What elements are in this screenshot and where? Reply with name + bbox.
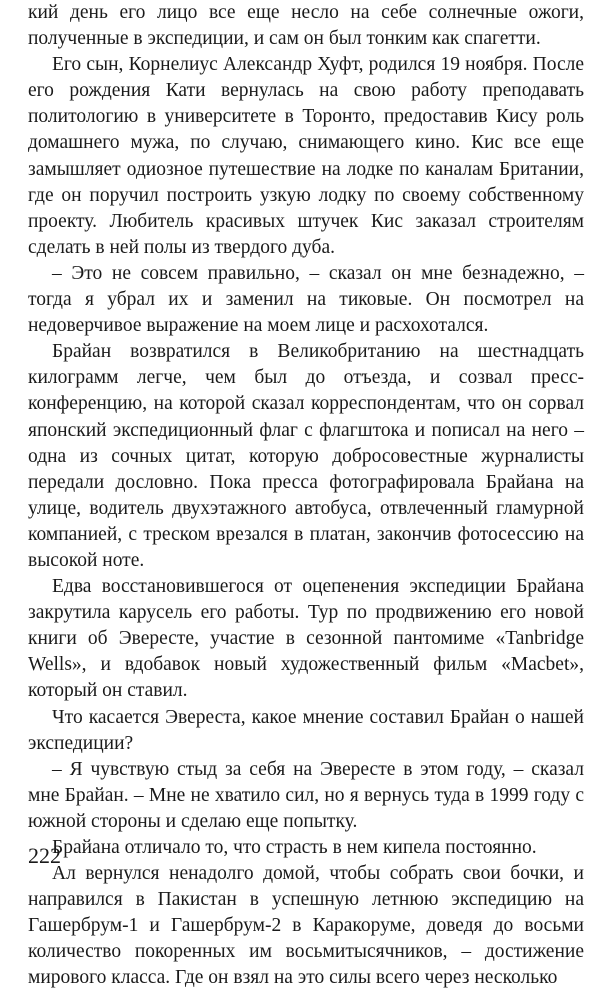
paragraph: Брайана отличало то, что страсть в нем кипела постоянно.	[52, 837, 537, 858]
paragraph: – Я чувствую стыд за себя на Эвересте в этом году, – сказал мне Брайан. – Мне не хватило сил, но я вернусь туда в 1999 году с южной стороны и сделаю еще попытку.	[28, 758, 584, 832]
paragraph: – Это не совсем правильно, – сказал он мне безнадежно, – тогда я убрал их и заменил на тиковые. Он посмотрел на недоверчивое выражение на моем лице и расхохотался.	[28, 262, 584, 337]
paragraph: Его сын, Корнелиус Александр Хуфт, родился 19 ноября. После его рождения Кати вернулась на свою работу преподавать политологию в университете в Торонто, предоставив Кису роль домашнего мужа, по случаю, снимающего кино. Кис все еще замышляет одиозное путешествие на лодке по каналам Британии, где он поручил построить узкую лодку по своему собственному проекту. Любитель красивых штучек Кис заказал строителям сделать в ней полы из твердого дуба.	[28, 54, 584, 258]
page-number: 222	[28, 843, 61, 868]
paragraph: Что касается Эвереста, какое мнение составил Брайан о нашей экспедиции?	[28, 706, 584, 754]
paragraph: Ал вернулся ненадолго домой, чтобы собрать свои бочки, и направился в Пакистан в успешную летнюю экспедицию на Гашербрум-1 и Гашербрум-2 в Каракоруме, доведя до восьми количество покоренных им восьмитысячников, – достижение мирового класса. Где он взял на это силы всего через несколько	[28, 863, 584, 989]
paragraph: Брайан возвратился в Великобританию на шестнадцать килограмм легче, чем был до отъезда, и созвал пресс-конференцию, на которой сказал корреспондентам, что он сорвал японский экспедиционный флаг с флагштока и пописал на него – одна из сочных цитат, которую добросовестные журналисты передали дословно. Пока пресса фотографировала Брайана на улице, водитель двухэтажного автобуса, отвлеченный гламурной компанией, с треском врезался в платан, закончив фотосессию на высокой ноте.	[28, 341, 584, 571]
book-page	[28, 0, 584, 992]
paragraph-continued: кий день его лицо все еще несло на себе солнечные ожоги, полученные в экспедиции, и сам он был тонким как спагетти.	[28, 2, 584, 50]
paragraph: Едва восстановившегося от оцепенения экспедиции Брайана закрутила карусель его работы. Тур по продвижению его новой книги об Эвересте, участие в сезонной пантомиме «Tanbridge Wells», и вдобавок новый художественный фильм «Macbet», который он ставил.	[28, 576, 584, 702]
body-text	[28, 0, 584, 992]
